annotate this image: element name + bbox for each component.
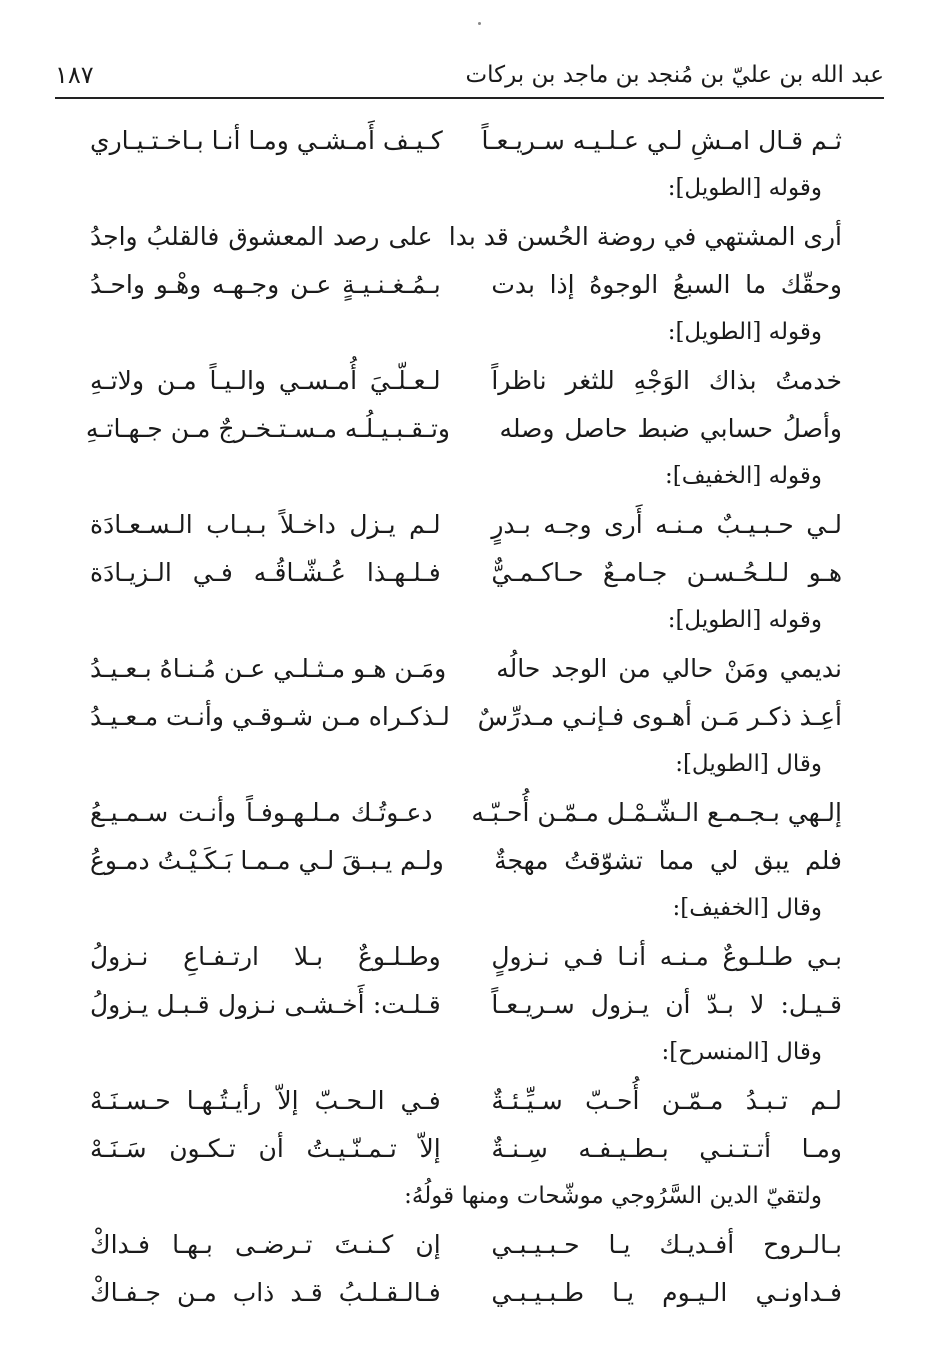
- running-head: [55, 56, 884, 94]
- meter-heading: وقال [المنسرح]:: [661, 1039, 822, 1065]
- hemistich-first: أرى المشتهي في روضة الحُسن قد بدا: [448, 221, 842, 251]
- meter-heading: وقوله [الطويل]:: [667, 175, 822, 201]
- verse-line: [90, 212, 842, 260]
- prose-line: ولتقيّ الدين السَّرُوجي موشّحات ومنها قولُهُ:: [404, 1183, 822, 1209]
- text-body: [85, 116, 842, 1316]
- meter-heading: وقوله [الخفيف]:: [665, 463, 822, 489]
- hemistich-second: لـعـلّـيَ أُمـسـي والـيـاً مـن ولاتـهِ: [90, 365, 441, 395]
- hemistich-first: وأصلُ حسابي ضبط حاصل وصله: [499, 413, 842, 443]
- verse-line: [90, 548, 842, 596]
- hemistich-second: كـيـف أَمـشـي ومـا أنـا بـاخـتـيـاري: [90, 125, 443, 155]
- verse-line: [90, 836, 842, 884]
- hemistich-first: قـيـل: لا بـدّ أن يـزول سـريـعـاً: [491, 989, 842, 1019]
- hemistich-second: فـالـقـلـبُ قـد ذاب مـن جـفـاكْ: [90, 1277, 441, 1307]
- hemistich-first: بـالـروح أفـديـك يـا حـبـيـبـي: [491, 1229, 842, 1259]
- hemistich-first: ومـا أتـتـنـي بـطـيـفـه سِـنـةٌ: [491, 1133, 842, 1163]
- hemistich-second: على رصد المعشوق فالقلبُ واجدُ: [90, 221, 433, 251]
- verse-line: [90, 1076, 842, 1124]
- hemistich-first: نديمي ومَنْ حالي من الوجد حالُه: [496, 653, 842, 683]
- meter-heading: وقوله [الطويل]:: [667, 607, 822, 633]
- verse-line: [90, 356, 842, 404]
- verse-line: [90, 788, 842, 836]
- header-rule: [55, 97, 884, 99]
- verse-line: [90, 260, 842, 308]
- hemistich-second: إن كـنـتَ تـرضـى بـهـا فـداكْ: [90, 1229, 441, 1259]
- verse-line: [90, 932, 842, 980]
- hemistich-second: إلاّ تـمـنّـيـتُ أن تـكـون سَـنَـهْ: [90, 1133, 441, 1163]
- hemistich-second: ومَـن هـو مـثـلـي عـن مُـنـاهُ بـعـيـدُ: [90, 653, 447, 683]
- hemistich-first: أعِـذ ذكـر مَـن أهـوى فـإنـي مـدرِّسٌ: [477, 701, 842, 731]
- verse-line: [85, 404, 842, 452]
- scan-speck: [478, 22, 481, 25]
- hemistich-second: فـلـهـذا عُـشّـاقُـه فـي الـزيـادَة: [90, 557, 441, 587]
- hemistich-second: قـلـت: أَخـشـى نـزول قـبـل يـزولُ: [90, 989, 441, 1019]
- hemistich-first: خدمتُ بذاك الوَجْهِ للثغر ناظراً: [491, 365, 842, 395]
- hemistich-second: لـذكـراه مـن شـوقـي وأنـت مـعـيـدُ: [90, 701, 450, 731]
- hemistich-first: ثـم قـال امـشِ لـي عـلـيـه سـريـعـاً: [481, 125, 842, 155]
- meter-heading: وقال [الخفيف]:: [672, 895, 822, 921]
- verse-line: [90, 644, 842, 692]
- hemistich-second: بـمُـغـنـيـةٍ عـن وجـهـه وهْـو واحـدُ: [90, 269, 441, 299]
- verse-line: [90, 692, 842, 740]
- hemistich-second: وطـلـوعٌ بـلا ارتـفـاعِ نـزولُ: [90, 941, 441, 971]
- hemistich-first: لـم تـبـدُ مـمّـن أُحـبّ سـيِّـئـةٌ: [491, 1085, 842, 1115]
- verse-line: [90, 1124, 842, 1172]
- hemistich-first: فـداونـي الـيـوم يـا طـبـيـبـي: [491, 1277, 842, 1307]
- hemistich-first: وحقّك ما السبعُ الوجوهُ إذا بدت: [491, 269, 842, 299]
- hemistich-second: لـم يـزل داخـلاً بـبـاب الـسـعـادَة: [90, 509, 441, 539]
- page-number: ١٨٧: [55, 61, 94, 89]
- verse-line: [90, 1268, 842, 1316]
- hemistich-first: هـو لـلـحُـسـن جـامـعٌ حـاكـمـيٌّ: [491, 557, 842, 587]
- meter-heading: وقوله [الطويل]:: [667, 319, 822, 345]
- verse-line: [90, 980, 842, 1028]
- hemistich-first: بـي طـلـوعٌ مـنـه أنـا فـي نـزولٍ: [491, 941, 842, 971]
- hemistich-first: إلـهي بـجـمـع الـشّـمْـل مـمّـن أُحـبّـه: [471, 797, 842, 827]
- hemistich-second: فـي الـحـبّ إلاّ رأيـتُـهـا حـسـنَـهْ: [90, 1085, 441, 1115]
- hemistich-second: وتـقـبـيـلُـه مـسـتـخـرجٌ مـن جـهـاتـهِ: [85, 413, 450, 443]
- hemistich-second: ولـم يـبـقَ لـي مـمـا بَـكَـيْـتُ دمـوعُ: [90, 845, 444, 875]
- verse-line: [90, 1220, 842, 1268]
- running-title: عبد الله بن عليّ بن مُنجد بن ماجد بن بركات: [465, 62, 884, 88]
- meter-heading: وقال [الطويل]:: [675, 751, 822, 777]
- verse-line: [90, 500, 842, 548]
- verse-line: [90, 116, 842, 164]
- hemistich-second: دعـوتُـك مـلـهـوفـاً وأنـت سـمـيـعُ: [90, 797, 433, 827]
- hemistich-first: فلم يبق لي مما تشوّقتُ مهجةٌ: [494, 845, 842, 875]
- hemistich-first: لـي حـبـيـبٌ مـنـه أَرى وجـه بـدرٍ: [491, 509, 842, 539]
